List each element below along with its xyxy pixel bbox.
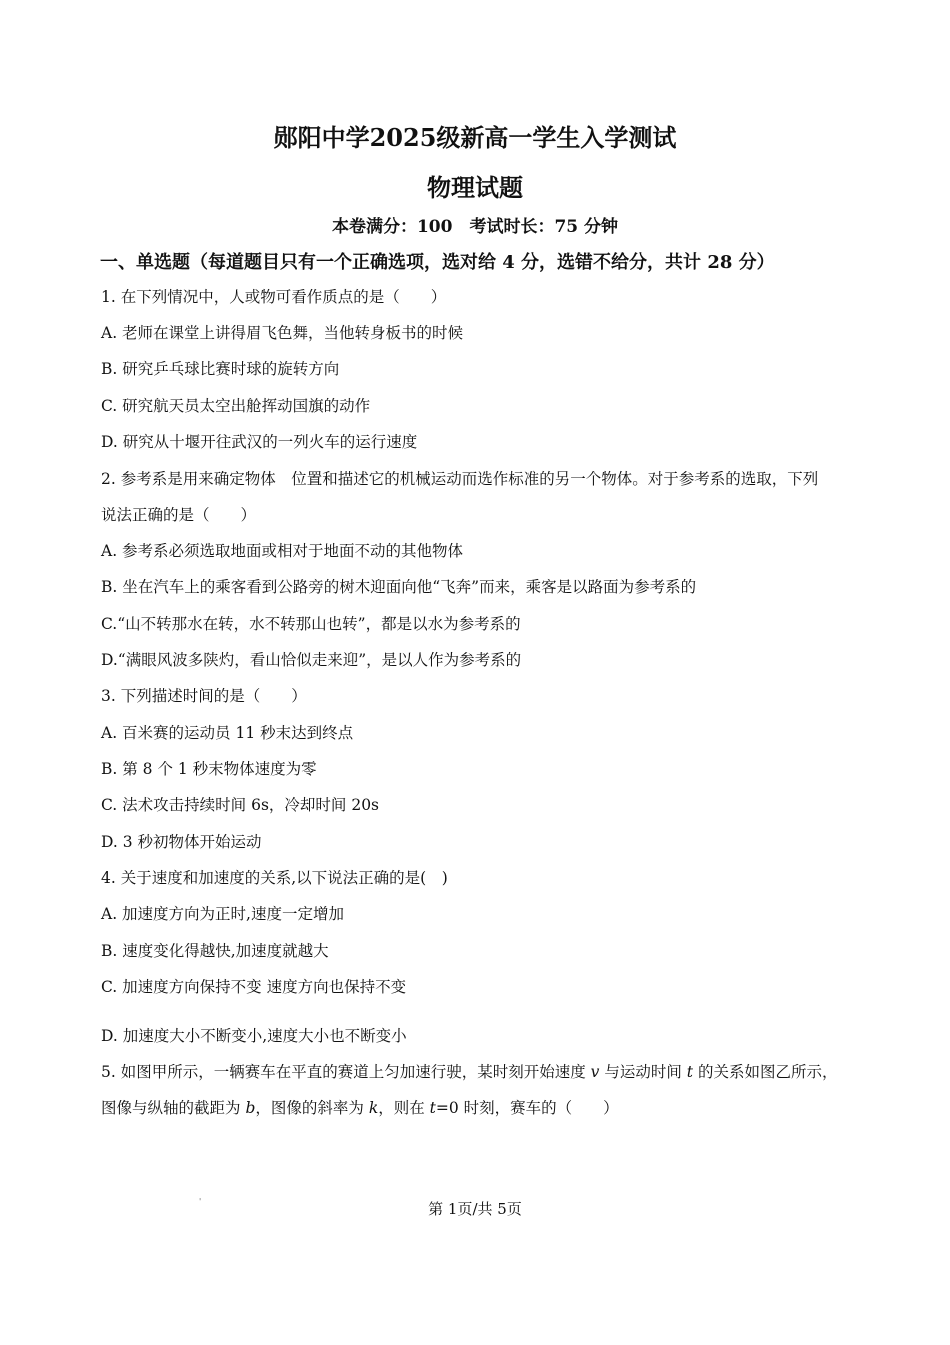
q5-var-b: b — [245, 1099, 256, 1117]
q1-option-d: D. 研究从十堰开往武汉的一列火车的运行速度 — [101, 433, 418, 451]
q1-option-c: C. 研究航天员太空出舱挥动国旗的动作 — [101, 397, 371, 415]
q5-text: 5. 如图甲所示，一辆赛车在平直的赛道上匀加速行驶，某时刻开始速度 — [101, 1063, 591, 1081]
stray-mark: ' — [199, 1197, 202, 1206]
q5-stem-line2 — [101, 1098, 619, 1118]
q4-stem: 4. 关于速度和加速度的关系,以下说法正确的是( ) — [101, 869, 448, 887]
q5-var-t0: t — [429, 1099, 436, 1117]
q5-stem-line1 — [101, 1062, 837, 1082]
section-heading: 一、单选题（每道题目只有一个正确选项，选对给 4 分，选错不给分，共计 28 分） — [100, 252, 775, 273]
q5-text: ，图像的斜率为 — [255, 1099, 369, 1117]
q2-option-c: C.“山不转那水在转，水不转那山也转”，都是以水为参考系的 — [101, 615, 521, 633]
q3-option-c: C. 法术攻击持续时间 6s，冷却时间 20s — [101, 796, 380, 814]
q5-var-v: v — [590, 1063, 600, 1081]
q5-var-t: t — [686, 1063, 694, 1081]
q2-stem-line2: 说法正确的是（ ） — [101, 506, 257, 524]
q3-option-d: D. 3 秒初物体开始运动 — [101, 833, 262, 851]
page-number: 第 1页/共 5页 — [428, 1200, 522, 1218]
q2-stem-line1: 2. 参考系是用来确定物体 位置和描述它的机械运动而选作标准的另一个物体。对于参考系的选取，下列 — [101, 470, 819, 488]
q3-option-b: B. 第 8 个 1 秒末物体速度为零 — [101, 760, 317, 778]
exam-title: 郧阳中学2025级新高一学生入学测试 — [273, 123, 677, 152]
q5-text: 的关系如图乙所示， — [693, 1063, 838, 1081]
q4-option-a: A. 加速度方向为正时,速度一定增加 — [101, 905, 344, 923]
q4-option-d: D. 加速度大小不断变小,速度大小也不断变小 — [101, 1027, 407, 1045]
q5-text: =0 时刻，赛车的（ ） — [435, 1099, 619, 1117]
q5-text: 与运动时间 — [599, 1063, 687, 1081]
q5-text: ，则在 — [378, 1099, 430, 1117]
q1-stem: 1. 在下列情况中，人或物可看作质点的是（ ） — [101, 288, 447, 306]
q2-option-d: D.“满眼风波多陕灼，看山恰似走来迎”，是以人作为参考系的 — [101, 651, 522, 669]
q5-var-k: k — [368, 1099, 379, 1117]
q1-option-b: B. 研究乒乓球比赛时球的旋转方向 — [101, 360, 340, 378]
q1-option-a: A. 老师在课堂上讲得眉飞色舞，当他转身板书的时候 — [101, 324, 464, 342]
q4-option-b: B. 速度变化得越快,加速度就越大 — [101, 942, 329, 960]
q3-option-a: A. 百米赛的运动员 11 秒末达到终点 — [101, 724, 354, 742]
q3-stem: 3. 下列描述时间的是（ ） — [101, 687, 307, 705]
q2-option-a: A. 参考系必须选取地面或相对于地面不动的其他物体 — [101, 542, 464, 560]
q5-text: 图像与纵轴的截距为 — [101, 1099, 246, 1117]
q4-option-c: C. 加速度方向保持不变 速度方向也保持不变 — [101, 978, 407, 996]
subject-title: 物理试题 — [427, 173, 523, 202]
q2-option-b: B. 坐在汽车上的乘客看到公路旁的树木迎面向他“飞奔”而来，乘客是以路面为参考系的 — [101, 578, 697, 596]
exam-meta: 本卷满分：100 考试时长：75 分钟 — [331, 217, 619, 237]
